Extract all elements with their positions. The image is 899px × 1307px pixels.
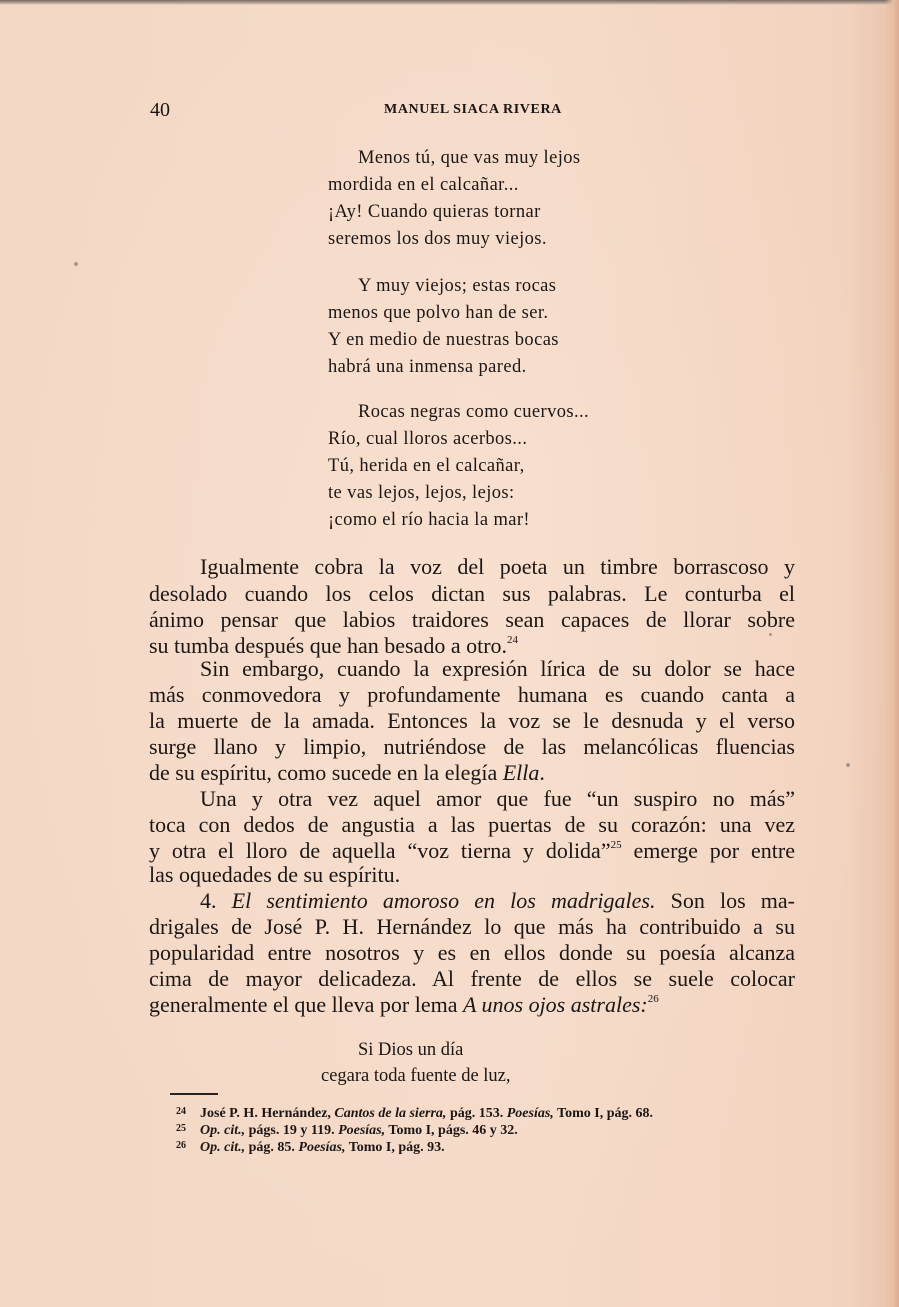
paragraph-line: toca con dedos de angustia a las puertas de su corazón: una vez	[149, 812, 795, 837]
running-head	[0, 99, 899, 123]
page-top-edge	[0, 0, 899, 5]
footnote-text: Tomo I, pág. 93.	[345, 1140, 445, 1155]
paragraph-line: ánimo pensar que labios traidores sean capaces de llorar sobre	[149, 607, 795, 632]
paper-speck	[846, 763, 850, 767]
verse-line: ¡como el río hacia la mar!	[328, 510, 530, 530]
footnote-number: 24	[176, 1106, 186, 1117]
footnote-number: 25	[176, 1123, 186, 1134]
footnote-number: 26	[176, 1140, 186, 1151]
footnote-text: Tomo I, págs. 46 y 32.	[385, 1123, 518, 1138]
footnote-ref: 25	[610, 839, 622, 851]
verse-line: Si Dios un día	[358, 1040, 464, 1060]
verse-line: cegara toda fuente de luz,	[321, 1066, 511, 1086]
paragraph-text: su tumba después que han besado a otro.	[149, 633, 508, 658]
verse-line: menos que polvo han de ser.	[328, 303, 549, 323]
footnote-ref: 26	[647, 993, 659, 1005]
paragraph-text: Son los ma-	[655, 888, 795, 913]
running-title: MANUEL SIACA RIVERA	[384, 102, 562, 117]
verse-line: seremos los dos muy viejos.	[328, 229, 547, 249]
footnote-work-title: Op. cit.,	[200, 1140, 246, 1155]
page-number: 40	[150, 99, 170, 121]
paragraph-line: Sin embargo, cuando la expresión lírica de su dolor se hace	[200, 656, 795, 681]
paragraph-text: y otra el lloro de aquella “voz tierna y dolida”	[149, 838, 611, 863]
footnote-rule	[170, 1093, 218, 1095]
paragraph-text: de su espíritu, como sucede en la elegía	[149, 760, 503, 785]
poem-title: Ella	[502, 760, 540, 785]
footnote-text: José P. H. Hernández,	[200, 1106, 335, 1121]
footnote-25	[176, 1121, 518, 1139]
paragraph-line: las oquedades de su espíritu.	[149, 862, 401, 887]
footnote-text: Tomo I, pág. 68.	[553, 1106, 653, 1121]
paragraph-line: cima de mayor delicadeza. Al frente de ellos se suele colocar	[149, 966, 795, 991]
footnote-text: págs. 19 y 119.	[245, 1123, 339, 1138]
paragraph-line: más conmovedora y profundamente humana es cuando canta a	[149, 682, 795, 707]
paragraph-text: generalmente el que lleva por lema	[149, 992, 463, 1017]
footnote-work-title: Cantos de la sierra,	[334, 1106, 447, 1121]
verse-line: mordida en el calcañar...	[328, 175, 519, 195]
paragraph-text: .	[539, 760, 545, 785]
paragraph-line: desolado cuando los celos dictan sus palabras. Le conturba el	[149, 581, 795, 606]
verse-line: te vas lejos, lejos, lejos:	[328, 483, 515, 503]
verse-line: Menos tú, que vas muy lejos	[358, 148, 581, 168]
verse-line: Rocas negras como cuervos...	[358, 402, 590, 422]
paragraph-line: Igualmente cobra la voz del poeta un timbre borrascoso y	[200, 554, 795, 579]
paragraph-line: drigales de José P. H. Hernández lo que más ha contribuido a su	[149, 914, 795, 939]
footnote-work-title: Poesías,	[506, 1106, 554, 1121]
paragraph-line	[149, 759, 795, 787]
footnote-work-title: Poesías,	[298, 1140, 346, 1155]
paragraph-line: surge llano y limpio, nutriéndose de las melancólicas fluencias	[149, 734, 795, 759]
paragraph-line: popularidad entre nosotros y es en ellos donde su poesía alcanza	[149, 940, 795, 965]
paragraph-line	[200, 887, 795, 915]
verse-line: Tú, herida en el calcañar,	[328, 456, 525, 476]
paper-speck	[74, 262, 78, 266]
footnote-work-title: Poesías,	[338, 1123, 386, 1138]
page-right-edge	[885, 0, 899, 1307]
footnote-24	[176, 1104, 653, 1122]
paragraph-text: emerge por entre	[621, 838, 795, 863]
footnote-text: pág. 153.	[446, 1106, 507, 1121]
paragraph-line	[149, 991, 795, 1019]
poem-title: A unos ojos astrales:	[462, 992, 648, 1017]
section-title: El sentimiento amoroso en los madrigales.	[231, 888, 656, 913]
footnote-ref: 24	[507, 634, 519, 646]
verse-line: ¡Ay! Cuando quieras tornar	[328, 202, 541, 222]
paragraph-line: la muerte de la amada. Entonces la voz se le desnuda y el verso	[149, 708, 795, 733]
footnote-26	[176, 1138, 445, 1156]
footnote-text: pág. 85.	[245, 1140, 299, 1155]
section-number: 4.	[200, 888, 232, 913]
footnote-work-title: Op. cit.,	[200, 1123, 246, 1138]
verse-line: Y en medio de nuestras bocas	[328, 330, 559, 350]
verse-line: Río, cual lloros acerbos...	[328, 429, 528, 449]
verse-line: Y muy viejos; estas rocas	[358, 276, 557, 296]
verse-line: habrá una inmensa pared.	[328, 357, 527, 377]
paragraph-line: Una y otra vez aquel amor que fue “un suspiro no más”	[200, 786, 795, 811]
